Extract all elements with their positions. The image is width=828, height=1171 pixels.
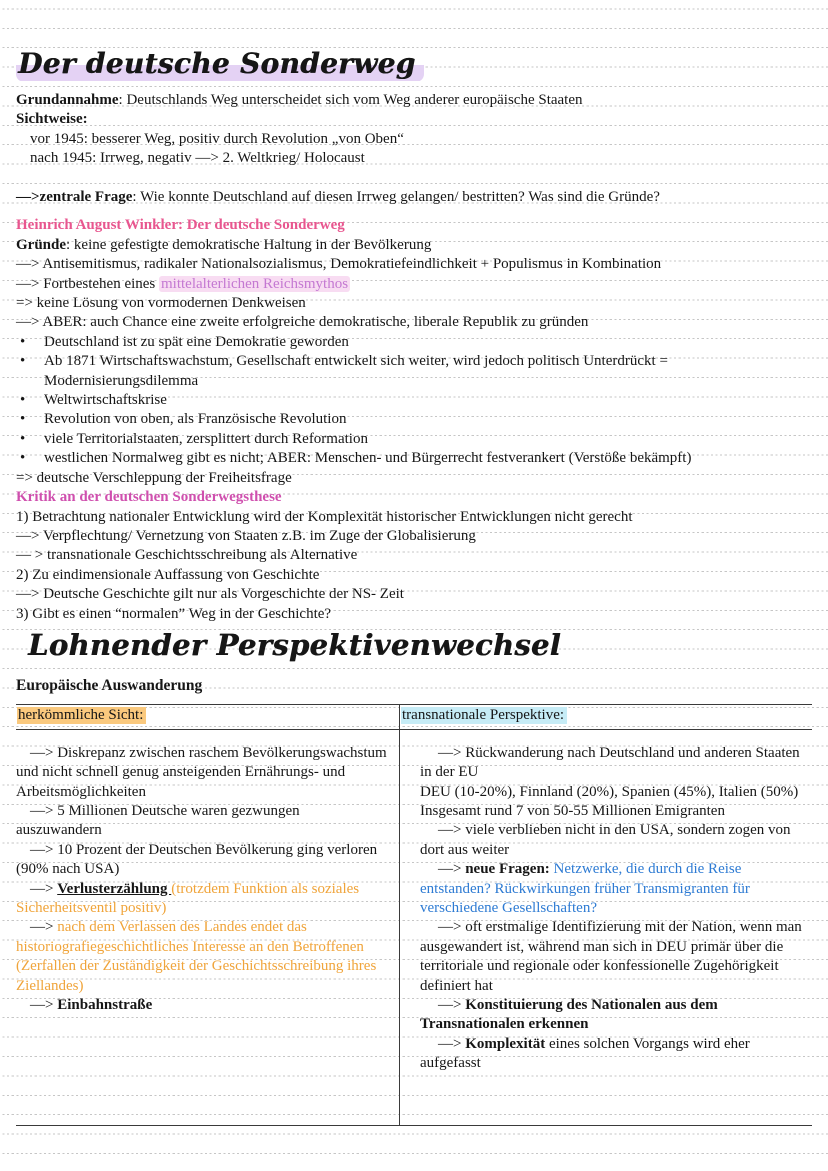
text-segment: Gründe [16,236,67,253]
table-column-left [16,730,400,1125]
text-line [16,508,812,527]
text-line [16,313,812,332]
text-segment: —> 5 Millionen Deutsche waren gezwungen auszuwandern [16,802,300,839]
text-segment: : Deutschlands Weg unterscheidet sich vom Weg anderer europäische Staaten [118,92,583,108]
text-segment: 3) Gibt es einen “normalen” Weg in der Geschichte? [16,605,332,622]
text-segment: 1) Betrachtung nationaler Entwicklung wird der Komplexität historischer Entwicklungen nicht gerecht [16,508,633,525]
text-line [420,996,812,1035]
text-line [420,821,812,860]
text-line [16,410,812,429]
table-header-left [16,705,400,728]
text-segment: —> 10 Prozent der Deutschen Bevölkerung ging verloren (90% nach USA) [16,841,378,878]
text-line [16,236,812,255]
text-segment: —>zentrale Frage [16,189,133,206]
text-line [420,783,812,822]
text-line [16,469,812,488]
text-segment: —> [30,919,58,936]
text-segment: Grundannahme [16,92,119,108]
text-segment: Weltwirtschaftskrise [44,392,167,409]
text-line [16,294,812,313]
text-line [16,527,812,546]
page-title [16,47,812,81]
text-segment: Revolution von oben, als Französische Revolution [44,411,347,428]
text-line [16,352,812,391]
text-segment: Deutschland ist zu spät eine Demokratie geworden [44,333,349,350]
text-segment: —> oft erstmalige Identifizierung mit der Nation, wenn man ausgewandert ist, während man sich in DEU primär über die territoriale und regionale oder konfessionelle Zugehörigkeit definiert hat [420,919,802,994]
text-segment: —> [30,997,58,1014]
table-column-right [400,730,812,1125]
text-line [420,918,812,996]
text-line [16,430,812,449]
text-line [16,880,399,919]
text-line [16,605,812,624]
text-line [16,91,812,110]
text-segment: —> Diskrepanz zwischen raschem Bevölkerungswachstum und nicht schnell genug ansteigenden Ernährungs- und Arbeitsmöglichkeiten [16,744,387,800]
text-line [16,188,812,207]
comparison-table [16,704,812,1125]
text-segment: Ab 1871 Wirtschaftswachstum, Gesellschaft entwickelt sich weiter, wird jedoch politisch Unterdrückt = Modernisierungsdilemma [44,353,668,389]
text-segment: • [20,450,26,467]
text-line [420,1035,812,1074]
text-segment: —> [438,861,466,878]
text-segment: —> Fortbestehen eines [16,275,160,292]
text-line [16,333,812,352]
text-segment: Netzwerke, die durch die Reise entstanden? Rückwirkungen früher Transmigranten für verschiedene Gesellschaften? [420,861,750,917]
text-segment: • [20,411,26,428]
text-line [16,449,812,468]
text-line [420,744,812,783]
text-segment: —> Antisemitismus, radikaler Nationalsozialismus, Demokratiefeindlichkeit + Populismus in Kombination [16,256,662,273]
text-segment: —> [30,880,58,897]
section-heading [16,216,812,235]
text-line [16,110,812,129]
section-heading [16,488,812,507]
text-segment: eines solchen Vorgangs wird eher aufgefasst [420,1035,750,1072]
text-segment: —> Rückwanderung nach Deutschland und anderen Staaten in der EU [420,744,800,781]
sonderweg-section [16,91,812,624]
text-segment: Konstituierung des Nationalen aus dem Transnationalen erkennen [420,997,718,1033]
table-header-row [16,705,812,729]
text-segment: => keine Lösung von vormodernen Denkweisen [16,295,306,312]
page-title-highlight: Der deutsche Sonderweg [16,47,424,82]
text-line [16,391,812,410]
text-segment: Verlusterzählung [57,880,172,897]
table-header-right [400,705,812,728]
text-line [16,149,812,168]
second-title: Lohnender Perspektivenwechsel [28,627,561,662]
text-segment: Kritik an der deutschen Sonderwegsthese [16,489,282,506]
text-line [16,802,399,841]
text-segment: 2) Zu eindimensionale Auffassung von Geschichte [16,566,320,583]
text-segment: vor 1945: besserer Weg, positiv durch Revolution „von Oben“ [30,130,404,147]
text-line [16,130,812,149]
text-segment: • [20,333,26,350]
text-segment: : Wie konnte Deutschland auf diesen Irrweg gelangen/ bestritten? Was sind die Gründe? [132,189,660,206]
text-line [16,585,812,604]
text-segment: nach dem Verlassen des Landes endet das historiografiegeschichtliches Interesse an den Betroffenen (Zerfallen der Zuständigkeit der Geschichtsschreibung ihres Ziellandes) [16,919,377,994]
text-segment: : keine gefestigte demokratische Haltung in der Bevölkerung [66,236,432,253]
text-segment: => deutsche Verschleppung der Freiheitsfrage [16,469,292,486]
text-segment: —> [438,997,466,1014]
text-segment: neue Fragen: [465,861,554,878]
text-segment: • [20,353,26,370]
text-line [16,841,399,880]
text-segment: —> viele verblieben nicht in den USA, sondern zogen von dort aus weiter [420,822,791,858]
text-segment: —> Deutsche Geschichte gilt nur als Vorgeschichte der NS- Zeit [16,586,404,603]
text-segment: nach 1945: Irrweg, negativ —> 2. Weltkrieg/ Holocaust [30,150,365,167]
text-line [420,860,812,918]
text-line [16,918,399,996]
text-segment: • [20,392,26,409]
cyan-highlight: transnationale Perspektive: [401,707,567,724]
text-segment: westlichen Normalweg gibt es nicht; ABER: Menschen- und Bürgerrecht festverankert (Verstöße bekämpft) [44,450,692,467]
text-segment: (trotzdem Funktion als soziales Sicherheitsventil positiv) [16,880,360,917]
text-segment: —> ABER: auch Chance eine zweite erfolgreiche demokratische, liberale Republik zu gründen [16,314,589,331]
text-line [16,566,812,585]
text-segment: mittelalterlichen Reichsmythos [161,275,349,292]
text-segment: —> [438,1035,466,1052]
text-segment: viele Territorialstaaten, zersplittert durch Reformation [44,430,368,447]
text-line [16,744,399,802]
orange-highlight: herkömmliche Sicht: [17,707,146,724]
text-segment: Einbahnstraße [57,997,153,1014]
text-line [16,255,812,274]
text-segment: — > transnationale Geschichtsschreibung als Alternative [16,547,358,564]
text-line [16,275,812,294]
table-section-heading: Europäische Auswanderung [16,676,203,694]
text-line [16,546,812,565]
text-segment: Sichtweise: [16,111,88,128]
text-line [16,996,399,1015]
text-segment: Heinrich August Winkler: Der deutsche Sonderweg [16,217,345,234]
text-segment: —> Verpflechtung/ Vernetzung von Staaten z.B. im Zuge der Globalisierung [16,527,476,544]
text-segment: DEU (10-20%), Finnland (20%), Spanien (45%), Italien (50%) Insgesamt rund 7 von 50-55 Millionen Emigranten [420,783,799,819]
table-body [16,730,812,1125]
text-segment: • [20,430,26,447]
text-segment: Komplexität [465,1035,546,1052]
